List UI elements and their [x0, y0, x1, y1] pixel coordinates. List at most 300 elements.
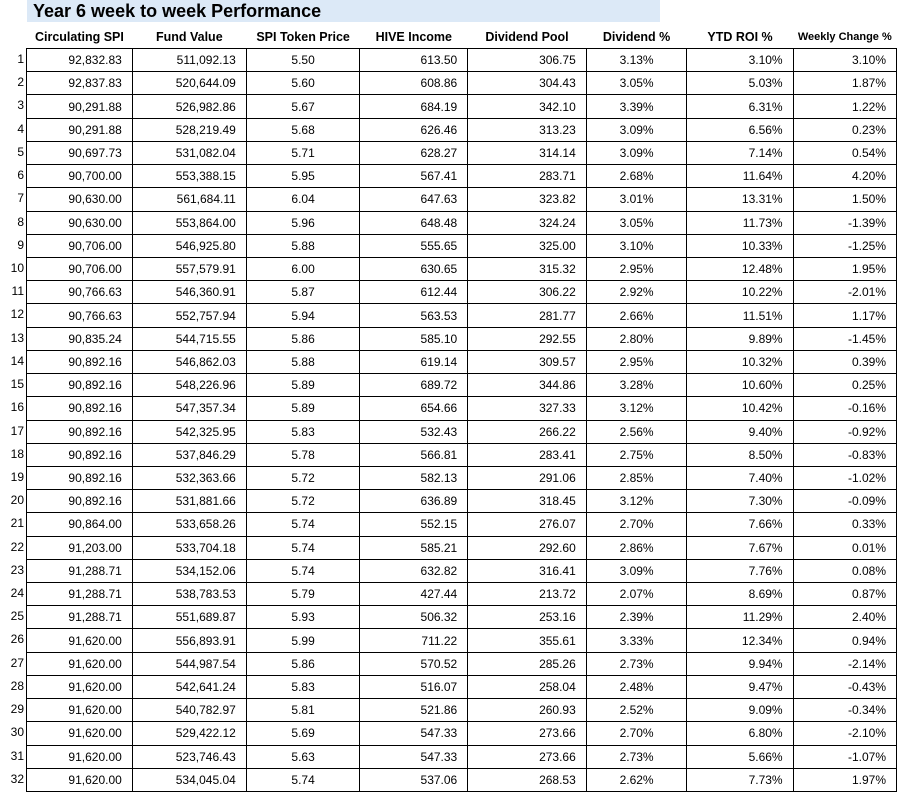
cell-circulating-spi[interactable]: 90,291.88 [27, 95, 133, 118]
cell-dividend-pct[interactable]: 2.48% [586, 675, 687, 698]
cell-hive-income[interactable]: 570.52 [360, 652, 468, 675]
cell-dividend-pool[interactable]: 258.04 [468, 675, 587, 698]
row-number[interactable]: 9 [17, 237, 24, 252]
cell-ytd-roi-pct[interactable]: 10.32% [687, 350, 793, 373]
row-number[interactable]: 4 [17, 121, 24, 136]
cell-circulating-spi[interactable]: 90,630.00 [27, 211, 133, 234]
cell-hive-income[interactable]: 585.21 [360, 536, 468, 559]
cell-circulating-spi[interactable]: 91,288.71 [27, 559, 133, 582]
cell-weekly-change-pct[interactable]: 1.95% [793, 257, 896, 280]
cell-circulating-spi[interactable]: 90,864.00 [27, 513, 133, 536]
cell-dividend-pct[interactable]: 2.73% [586, 652, 687, 675]
cell-circulating-spi[interactable]: 90,892.16 [27, 443, 133, 466]
cell-weekly-change-pct[interactable]: -2.01% [793, 281, 896, 304]
cell-ytd-roi-pct[interactable]: 7.40% [687, 466, 793, 489]
cell-hive-income[interactable]: 628.27 [360, 141, 468, 164]
cell-weekly-change-pct[interactable]: 0.08% [793, 559, 896, 582]
row-number[interactable]: 5 [17, 144, 24, 159]
cell-dividend-pct[interactable]: 2.56% [586, 420, 687, 443]
header-dividend-pool[interactable]: Dividend Pool [468, 25, 587, 49]
cell-hive-income[interactable]: 636.89 [360, 490, 468, 513]
cell-dividend-pct[interactable]: 3.33% [586, 629, 687, 652]
table-row [27, 722, 897, 745]
cell-dividend-pct[interactable]: 2.73% [586, 745, 687, 768]
cell-dividend-pool[interactable]: 292.55 [468, 327, 587, 350]
cell-weekly-change-pct[interactable]: -0.09% [793, 490, 896, 513]
cell-weekly-change-pct[interactable]: 0.39% [793, 350, 896, 373]
row-number[interactable]: 22 [10, 539, 24, 554]
cell-spi-token-price[interactable]: 5.86 [246, 652, 360, 675]
header-ytd-roi-pct[interactable]: YTD ROI % [687, 25, 793, 49]
cell-ytd-roi-pct[interactable]: 8.69% [687, 583, 793, 606]
cell-dividend-pct[interactable]: 2.39% [586, 606, 687, 629]
cell-ytd-roi-pct[interactable]: 11.51% [687, 304, 793, 327]
row-number[interactable]: 16 [10, 400, 24, 415]
cell-circulating-spi[interactable]: 90,892.16 [27, 397, 133, 420]
cell-hive-income[interactable]: 532.43 [360, 420, 468, 443]
header-fund-value[interactable]: Fund Value [132, 25, 246, 49]
cell-spi-token-price[interactable]: 5.83 [246, 675, 360, 698]
cell-dividend-pct[interactable]: 2.95% [586, 257, 687, 280]
cell-fund-value[interactable]: 511,092.13 [132, 49, 246, 72]
cell-ytd-roi-pct[interactable]: 11.73% [687, 211, 793, 234]
cell-circulating-spi[interactable]: 91,288.71 [27, 606, 133, 629]
cell-dividend-pool[interactable]: 213.72 [468, 583, 587, 606]
row-number[interactable]: 25 [10, 609, 24, 624]
cell-ytd-roi-pct[interactable]: 11.29% [687, 606, 793, 629]
cell-dividend-pool[interactable]: 344.86 [468, 374, 587, 397]
cell-fund-value[interactable]: 534,152.06 [132, 559, 246, 582]
cell-circulating-spi[interactable]: 91,620.00 [27, 768, 133, 791]
cell-dividend-pct[interactable]: 3.01% [586, 188, 687, 211]
row-number[interactable]: 31 [10, 748, 24, 763]
cell-circulating-spi[interactable]: 92,832.83 [27, 49, 133, 72]
cell-spi-token-price[interactable]: 5.88 [246, 234, 360, 257]
cell-fund-value[interactable]: 542,641.24 [132, 675, 246, 698]
row-number[interactable]: 15 [10, 377, 24, 392]
cell-dividend-pool[interactable]: 283.41 [468, 443, 587, 466]
cell-fund-value[interactable]: 551,689.87 [132, 606, 246, 629]
cell-fund-value[interactable]: 552,757.94 [132, 304, 246, 327]
cell-weekly-change-pct[interactable]: 4.20% [793, 165, 896, 188]
cell-weekly-change-pct[interactable]: -0.92% [793, 420, 896, 443]
cell-dividend-pool[interactable]: 285.26 [468, 652, 587, 675]
cell-circulating-spi[interactable]: 91,620.00 [27, 699, 133, 722]
row-number[interactable]: 30 [10, 725, 24, 740]
cell-fund-value[interactable]: 532,363.66 [132, 466, 246, 489]
row-number[interactable]: 21 [10, 516, 24, 531]
row-number[interactable]: 1 [17, 52, 24, 66]
cell-fund-value[interactable]: 533,658.26 [132, 513, 246, 536]
cell-hive-income[interactable]: 630.65 [360, 257, 468, 280]
cell-weekly-change-pct[interactable]: -0.16% [793, 397, 896, 420]
cell-spi-token-price[interactable]: 5.81 [246, 699, 360, 722]
cell-dividend-pool[interactable]: 306.22 [468, 281, 587, 304]
cell-dividend-pct[interactable]: 3.13% [586, 49, 687, 72]
cell-spi-token-price[interactable]: 5.78 [246, 443, 360, 466]
cell-circulating-spi[interactable]: 90,766.63 [27, 304, 133, 327]
cell-fund-value[interactable]: 547,357.34 [132, 397, 246, 420]
cell-spi-token-price[interactable]: 5.95 [246, 165, 360, 188]
cell-spi-token-price[interactable]: 5.89 [246, 397, 360, 420]
cell-dividend-pool[interactable]: 273.66 [468, 722, 587, 745]
header-weekly-change-pct[interactable]: Weekly Change % [793, 25, 896, 49]
cell-fund-value[interactable]: 526,982.86 [132, 95, 246, 118]
cell-spi-token-price[interactable]: 5.63 [246, 745, 360, 768]
cell-dividend-pool[interactable]: 281.77 [468, 304, 587, 327]
cell-hive-income[interactable]: 506.32 [360, 606, 468, 629]
cell-dividend-pool[interactable]: 313.23 [468, 118, 587, 141]
cell-fund-value[interactable]: 529,422.12 [132, 722, 246, 745]
cell-ytd-roi-pct[interactable]: 12.48% [687, 257, 793, 280]
cell-spi-token-price[interactable]: 6.00 [246, 257, 360, 280]
row-number[interactable]: 23 [10, 562, 24, 577]
cell-spi-token-price[interactable]: 5.86 [246, 327, 360, 350]
cell-circulating-spi[interactable]: 90,892.16 [27, 374, 133, 397]
cell-dividend-pool[interactable]: 323.82 [468, 188, 587, 211]
row-number[interactable]: 6 [17, 168, 24, 183]
cell-hive-income[interactable]: 626.46 [360, 118, 468, 141]
cell-fund-value[interactable]: 548,226.96 [132, 374, 246, 397]
cell-spi-token-price[interactable]: 5.74 [246, 536, 360, 559]
cell-dividend-pct[interactable]: 3.12% [586, 397, 687, 420]
cell-dividend-pool[interactable]: 268.53 [468, 768, 587, 791]
cell-fund-value[interactable]: 561,684.11 [132, 188, 246, 211]
cell-weekly-change-pct[interactable]: -0.83% [793, 443, 896, 466]
cell-hive-income[interactable]: 612.44 [360, 281, 468, 304]
cell-weekly-change-pct[interactable]: -2.14% [793, 652, 896, 675]
cell-circulating-spi[interactable]: 90,697.73 [27, 141, 133, 164]
cell-circulating-spi[interactable]: 91,620.00 [27, 675, 133, 698]
cell-ytd-roi-pct[interactable]: 11.64% [687, 165, 793, 188]
cell-spi-token-price[interactable]: 5.50 [246, 49, 360, 72]
cell-weekly-change-pct[interactable]: -1.45% [793, 327, 896, 350]
cell-weekly-change-pct[interactable]: 1.22% [793, 95, 896, 118]
cell-weekly-change-pct[interactable]: 2.40% [793, 606, 896, 629]
cell-dividend-pool[interactable]: 304.43 [468, 72, 587, 95]
cell-dividend-pct[interactable]: 2.95% [586, 350, 687, 373]
cell-fund-value[interactable]: 553,864.00 [132, 211, 246, 234]
cell-spi-token-price[interactable]: 5.72 [246, 490, 360, 513]
cell-dividend-pct[interactable]: 2.70% [586, 722, 687, 745]
cell-fund-value[interactable]: 537,846.29 [132, 443, 246, 466]
cell-fund-value[interactable]: 544,715.55 [132, 327, 246, 350]
cell-spi-token-price[interactable]: 5.74 [246, 768, 360, 791]
cell-hive-income[interactable]: 566.81 [360, 443, 468, 466]
cell-hive-income[interactable]: 516.07 [360, 675, 468, 698]
cell-hive-income[interactable]: 427.44 [360, 583, 468, 606]
table-row [27, 443, 897, 466]
cell-dividend-pool[interactable]: 318.45 [468, 490, 587, 513]
cell-hive-income[interactable]: 684.19 [360, 95, 468, 118]
cell-fund-value[interactable]: 557,579.91 [132, 257, 246, 280]
cell-ytd-roi-pct[interactable]: 13.31% [687, 188, 793, 211]
cell-hive-income[interactable]: 567.41 [360, 165, 468, 188]
cell-fund-value[interactable]: 553,388.15 [132, 165, 246, 188]
cell-ytd-roi-pct[interactable]: 9.40% [687, 420, 793, 443]
cell-weekly-change-pct[interactable]: 0.25% [793, 374, 896, 397]
cell-circulating-spi[interactable]: 91,620.00 [27, 652, 133, 675]
cell-fund-value[interactable]: 544,987.54 [132, 652, 246, 675]
cell-weekly-change-pct[interactable]: 3.10% [793, 49, 896, 72]
cell-ytd-roi-pct[interactable]: 9.09% [687, 699, 793, 722]
row-number[interactable]: 18 [10, 446, 24, 461]
cell-fund-value[interactable]: 520,644.09 [132, 72, 246, 95]
cell-spi-token-price[interactable]: 5.79 [246, 583, 360, 606]
cell-dividend-pct[interactable]: 2.68% [586, 165, 687, 188]
cell-dividend-pct[interactable]: 2.92% [586, 281, 687, 304]
cell-ytd-roi-pct[interactable]: 9.47% [687, 675, 793, 698]
cell-dividend-pct[interactable]: 2.07% [586, 583, 687, 606]
cell-spi-token-price[interactable]: 5.88 [246, 350, 360, 373]
cell-ytd-roi-pct[interactable]: 6.80% [687, 722, 793, 745]
cell-dividend-pct[interactable]: 3.12% [586, 490, 687, 513]
cell-weekly-change-pct[interactable]: 1.97% [793, 768, 896, 791]
cell-spi-token-price[interactable]: 5.74 [246, 513, 360, 536]
cell-circulating-spi[interactable]: 90,892.16 [27, 350, 133, 373]
cell-dividend-pool[interactable]: 266.22 [468, 420, 587, 443]
cell-dividend-pct[interactable]: 3.28% [586, 374, 687, 397]
cell-dividend-pool[interactable]: 273.66 [468, 745, 587, 768]
row-number[interactable]: 19 [10, 469, 24, 484]
row-number[interactable]: 8 [17, 214, 24, 229]
cell-dividend-pool[interactable]: 309.57 [468, 350, 587, 373]
cell-fund-value[interactable]: 542,325.95 [132, 420, 246, 443]
cell-hive-income[interactable]: 619.14 [360, 350, 468, 373]
header-circulating-spi[interactable]: Circulating SPI [27, 25, 133, 49]
cell-dividend-pool[interactable]: 327.33 [468, 397, 587, 420]
cell-weekly-change-pct[interactable]: 0.23% [793, 118, 896, 141]
cell-ytd-roi-pct[interactable]: 7.76% [687, 559, 793, 582]
cell-dividend-pct[interactable]: 3.39% [586, 95, 687, 118]
cell-fund-value[interactable]: 533,704.18 [132, 536, 246, 559]
cell-dividend-pool[interactable]: 342.10 [468, 95, 587, 118]
cell-ytd-roi-pct[interactable]: 7.14% [687, 141, 793, 164]
cell-ytd-roi-pct[interactable]: 10.42% [687, 397, 793, 420]
cell-dividend-pool[interactable]: 292.60 [468, 536, 587, 559]
cell-weekly-change-pct[interactable]: 0.33% [793, 513, 896, 536]
cell-dividend-pool[interactable]: 315.32 [468, 257, 587, 280]
row-number[interactable]: 10 [10, 260, 24, 275]
cell-fund-value[interactable]: 546,862.03 [132, 350, 246, 373]
cell-circulating-spi[interactable]: 91,620.00 [27, 629, 133, 652]
table-row [27, 745, 897, 768]
cell-ytd-roi-pct[interactable]: 3.10% [687, 49, 793, 72]
cell-hive-income[interactable]: 648.48 [360, 211, 468, 234]
cell-fund-value[interactable]: 540,782.97 [132, 699, 246, 722]
cell-weekly-change-pct[interactable]: 1.17% [793, 304, 896, 327]
cell-ytd-roi-pct[interactable]: 10.33% [687, 234, 793, 257]
cell-weekly-change-pct[interactable]: 0.87% [793, 583, 896, 606]
cell-dividend-pct[interactable]: 2.85% [586, 466, 687, 489]
cell-dividend-pct[interactable]: 2.52% [586, 699, 687, 722]
cell-spi-token-price[interactable]: 5.94 [246, 304, 360, 327]
cell-spi-token-price[interactable]: 5.96 [246, 211, 360, 234]
cell-spi-token-price[interactable]: 5.71 [246, 141, 360, 164]
cell-spi-token-price[interactable]: 5.72 [246, 466, 360, 489]
cell-circulating-spi[interactable]: 91,203.00 [27, 536, 133, 559]
cell-ytd-roi-pct[interactable]: 10.60% [687, 374, 793, 397]
cell-ytd-roi-pct[interactable]: 6.56% [687, 118, 793, 141]
cell-spi-token-price[interactable]: 5.74 [246, 559, 360, 582]
cell-ytd-roi-pct[interactable]: 6.31% [687, 95, 793, 118]
cell-ytd-roi-pct[interactable]: 9.89% [687, 327, 793, 350]
row-number[interactable]: 28 [10, 678, 24, 693]
table-row [27, 72, 897, 95]
cell-hive-income[interactable]: 654.66 [360, 397, 468, 420]
cell-dividend-pool[interactable]: 253.16 [468, 606, 587, 629]
cell-circulating-spi[interactable]: 90,766.63 [27, 281, 133, 304]
cell-hive-income[interactable]: 555.65 [360, 234, 468, 257]
cell-dividend-pct[interactable]: 2.66% [586, 304, 687, 327]
cell-spi-token-price[interactable]: 5.89 [246, 374, 360, 397]
row-number[interactable]: 27 [10, 655, 24, 670]
cell-dividend-pool[interactable]: 324.24 [468, 211, 587, 234]
row-number[interactable]: 7 [17, 191, 24, 206]
row-number[interactable]: 29 [10, 702, 24, 717]
cell-dividend-pct[interactable]: 2.75% [586, 443, 687, 466]
cell-hive-income[interactable]: 521.86 [360, 699, 468, 722]
cell-circulating-spi[interactable]: 91,288.71 [27, 583, 133, 606]
header-hive-income[interactable]: HIVE Income [360, 25, 468, 49]
cell-fund-value[interactable]: 534,045.04 [132, 768, 246, 791]
cell-spi-token-price[interactable]: 5.83 [246, 420, 360, 443]
cell-ytd-roi-pct[interactable]: 7.66% [687, 513, 793, 536]
cell-dividend-pool[interactable]: 260.93 [468, 699, 587, 722]
row-number[interactable]: 24 [10, 586, 24, 601]
cell-ytd-roi-pct[interactable]: 7.30% [687, 490, 793, 513]
cell-hive-income[interactable]: 582.13 [360, 466, 468, 489]
cell-spi-token-price[interactable]: 5.93 [246, 606, 360, 629]
cell-weekly-change-pct[interactable]: -1.39% [793, 211, 896, 234]
cell-circulating-spi[interactable]: 90,892.16 [27, 490, 133, 513]
cell-circulating-spi[interactable]: 90,706.00 [27, 234, 133, 257]
cell-spi-token-price[interactable]: 5.68 [246, 118, 360, 141]
cell-circulating-spi[interactable]: 91,620.00 [27, 745, 133, 768]
cell-circulating-spi[interactable]: 90,291.88 [27, 118, 133, 141]
row-number[interactable]: 13 [10, 330, 24, 345]
cell-spi-token-price[interactable]: 5.99 [246, 629, 360, 652]
cell-ytd-roi-pct[interactable]: 9.94% [687, 652, 793, 675]
cell-fund-value[interactable]: 538,783.53 [132, 583, 246, 606]
cell-weekly-change-pct[interactable]: -2.10% [793, 722, 896, 745]
cell-hive-income[interactable]: 689.72 [360, 374, 468, 397]
row-number[interactable]: 3 [17, 98, 24, 113]
cell-dividend-pool[interactable]: 306.75 [468, 49, 587, 72]
cell-hive-income[interactable]: 563.53 [360, 304, 468, 327]
cell-dividend-pct[interactable]: 3.05% [586, 72, 687, 95]
cell-ytd-roi-pct[interactable]: 7.67% [687, 536, 793, 559]
cell-hive-income[interactable]: 585.10 [360, 327, 468, 350]
cell-weekly-change-pct[interactable]: 1.50% [793, 188, 896, 211]
row-number[interactable]: 17 [10, 423, 24, 438]
cell-weekly-change-pct[interactable]: -1.25% [793, 234, 896, 257]
cell-weekly-change-pct[interactable]: -1.07% [793, 745, 896, 768]
cell-hive-income[interactable]: 547.33 [360, 722, 468, 745]
cell-ytd-roi-pct[interactable]: 12.34% [687, 629, 793, 652]
cell-spi-token-price[interactable]: 5.67 [246, 95, 360, 118]
cell-fund-value[interactable]: 531,082.04 [132, 141, 246, 164]
cell-hive-income[interactable]: 608.86 [360, 72, 468, 95]
cell-ytd-roi-pct[interactable]: 7.73% [687, 768, 793, 791]
cell-spi-token-price[interactable]: 5.69 [246, 722, 360, 745]
cell-weekly-change-pct[interactable]: -1.02% [793, 466, 896, 489]
cell-weekly-change-pct[interactable]: 0.94% [793, 629, 896, 652]
cell-dividend-pct[interactable]: 2.70% [586, 513, 687, 536]
header-dividend-pct[interactable]: Dividend % [586, 25, 687, 49]
cell-dividend-pool[interactable]: 316.41 [468, 559, 587, 582]
cell-dividend-pct[interactable]: 3.09% [586, 141, 687, 164]
cell-circulating-spi[interactable]: 90,892.16 [27, 466, 133, 489]
cell-ytd-roi-pct[interactable]: 10.22% [687, 281, 793, 304]
cell-fund-value[interactable]: 546,360.91 [132, 281, 246, 304]
cell-dividend-pct[interactable]: 3.09% [586, 118, 687, 141]
cell-ytd-roi-pct[interactable]: 5.03% [687, 72, 793, 95]
cell-hive-income[interactable]: 647.63 [360, 188, 468, 211]
cell-circulating-spi[interactable]: 90,700.00 [27, 165, 133, 188]
cell-dividend-pool[interactable]: 355.61 [468, 629, 587, 652]
cell-fund-value[interactable]: 556,893.91 [132, 629, 246, 652]
row-number[interactable]: 32 [10, 771, 24, 786]
cell-hive-income[interactable]: 552.15 [360, 513, 468, 536]
cell-dividend-pct[interactable]: 2.62% [586, 768, 687, 791]
cell-weekly-change-pct[interactable]: 1.87% [793, 72, 896, 95]
row-number[interactable]: 12 [10, 307, 24, 322]
cell-circulating-spi[interactable]: 90,892.16 [27, 420, 133, 443]
cell-spi-token-price[interactable]: 6.04 [246, 188, 360, 211]
cell-dividend-pct[interactable]: 3.05% [586, 211, 687, 234]
cell-ytd-roi-pct[interactable]: 5.66% [687, 745, 793, 768]
cell-fund-value[interactable]: 531,881.66 [132, 490, 246, 513]
cell-dividend-pct[interactable]: 2.86% [586, 536, 687, 559]
cell-fund-value[interactable]: 546,925.80 [132, 234, 246, 257]
cell-spi-token-price[interactable]: 5.60 [246, 72, 360, 95]
cell-hive-income[interactable]: 547.33 [360, 745, 468, 768]
cell-dividend-pct[interactable]: 3.09% [586, 559, 687, 582]
cell-weekly-change-pct[interactable]: -0.34% [793, 699, 896, 722]
cell-hive-income[interactable]: 632.82 [360, 559, 468, 582]
cell-hive-income[interactable]: 613.50 [360, 49, 468, 72]
cell-circulating-spi[interactable]: 92,837.83 [27, 72, 133, 95]
row-number[interactable]: 20 [10, 493, 24, 508]
cell-weekly-change-pct[interactable]: 0.01% [793, 536, 896, 559]
cell-weekly-change-pct[interactable]: 0.54% [793, 141, 896, 164]
cell-dividend-pool[interactable]: 325.00 [468, 234, 587, 257]
row-number[interactable]: 26 [10, 632, 24, 647]
cell-dividend-pct[interactable]: 3.10% [586, 234, 687, 257]
cell-dividend-pool[interactable]: 276.07 [468, 513, 587, 536]
cell-dividend-pool[interactable]: 314.14 [468, 141, 587, 164]
cell-fund-value[interactable]: 523,746.43 [132, 745, 246, 768]
cell-circulating-spi[interactable]: 90,630.00 [27, 188, 133, 211]
cell-circulating-spi[interactable]: 91,620.00 [27, 722, 133, 745]
cell-hive-income[interactable]: 711.22 [360, 629, 468, 652]
cell-dividend-pool[interactable]: 283.71 [468, 165, 587, 188]
row-number[interactable]: 11 [11, 284, 24, 299]
cell-weekly-change-pct[interactable]: -0.43% [793, 675, 896, 698]
cell-hive-income[interactable]: 537.06 [360, 768, 468, 791]
row-number[interactable]: 2 [17, 75, 24, 90]
row-number[interactable]: 14 [10, 353, 24, 368]
cell-dividend-pool[interactable]: 291.06 [468, 466, 587, 489]
cell-ytd-roi-pct[interactable]: 8.50% [687, 443, 793, 466]
cell-spi-token-price[interactable]: 5.87 [246, 281, 360, 304]
header-spi-token-price[interactable]: SPI Token Price [246, 25, 360, 49]
cell-fund-value[interactable]: 528,219.49 [132, 118, 246, 141]
cell-circulating-spi[interactable]: 90,706.00 [27, 257, 133, 280]
cell-dividend-pct[interactable]: 2.80% [586, 327, 687, 350]
cell-circulating-spi[interactable]: 90,835.24 [27, 327, 133, 350]
